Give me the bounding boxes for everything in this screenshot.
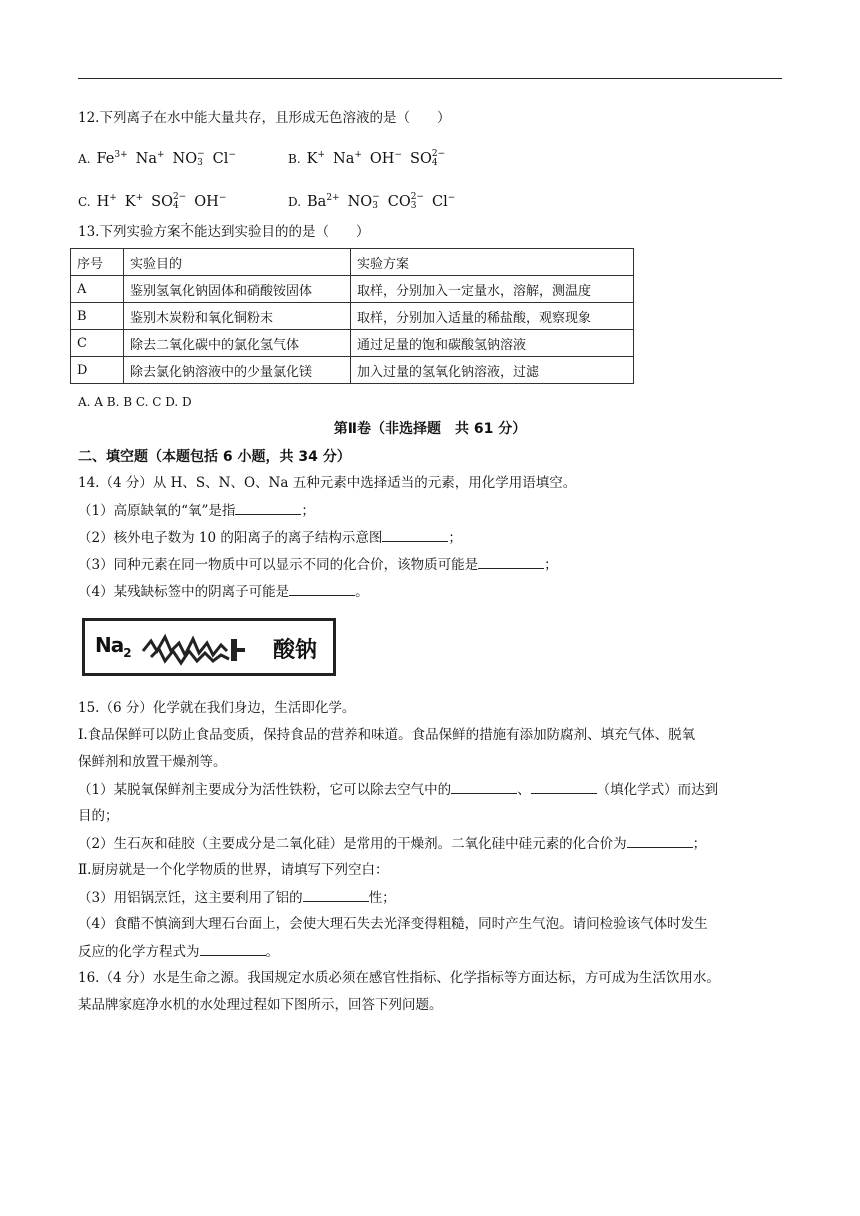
q15-part2: Ⅱ.厨房就是一个化学物质的世界，请填写下列空白： — [78, 862, 389, 878]
ion-formula: NO − 3 — [172, 148, 205, 168]
part-heading: 二、填空题（本题包括 6 小题，共 34 分） — [78, 449, 351, 465]
answer-blank — [478, 554, 544, 569]
q16-line1: 16.（4 分）水是生命之源。我国规定水质必须在感官性指标、化学指标等方面达标，方可成为生活饮用水。 — [78, 970, 720, 986]
header-rule — [78, 78, 782, 79]
table-cell: A — [71, 276, 124, 303]
header-cell: 实验方案 — [351, 249, 634, 276]
table-cell: C — [71, 330, 124, 357]
answer-blank — [531, 779, 597, 794]
answer-blank — [235, 500, 301, 515]
table-cell: D — [71, 357, 124, 384]
ion-formula: CO 2− 3 — [387, 191, 424, 211]
q15-sub-3: （3）用铝锅烹饪，这主要利用了铝的 性； — [78, 887, 396, 908]
answer-blank — [200, 941, 266, 956]
ion-formula: OH− — [194, 193, 227, 210]
q12-stem: 12.下列离子在水中能大量共存，且形成无色溶液的是（ ） — [78, 110, 451, 126]
table-cell: 鉴别木炭粉和氧化铜粉末 — [124, 303, 351, 330]
table-cell: 除去二氧化碳中的氯化氢气体 — [124, 330, 351, 357]
table-cell: 鉴别氢氧化钠固体和硝酸铵固体 — [124, 276, 351, 303]
header-cell: 序号 — [71, 249, 124, 276]
q15-sub-1: （1）某脱氧保鲜剂主要成分为活性铁粉，它可以除去空气中的 、 （填化学式）而达到 — [78, 779, 718, 800]
ion-formula: Cl− — [432, 193, 456, 210]
option-key: B. — [288, 151, 301, 166]
ion-formula: Cl− — [212, 150, 236, 167]
q14-sub-3: （3）同种元素在同一物质中可以显示不同的化合价，该物质可能是 ； — [78, 554, 558, 575]
q14-sub-4: （4）某残缺标签中的阴离子可能是 。 — [78, 581, 369, 602]
q13-answer-options: A. A B. B C. C D. D — [78, 395, 192, 409]
ion-formula: K+ — [124, 193, 144, 210]
q12-option-d — [288, 188, 463, 212]
answer-blank — [303, 887, 369, 902]
table-cell: 加入过量的氢氧化钠溶液，过滤 — [351, 357, 634, 384]
experiment-table — [70, 248, 634, 384]
q15-sub-4-line2: 反应的化学方程式为 。 — [78, 941, 279, 962]
table-header-row — [71, 249, 634, 276]
ion-formula: H+ — [96, 193, 117, 210]
q16-line2: 某品牌家庭净水机的水处理过程如下图所示，回答下列问题。 — [78, 997, 443, 1013]
table-cell: 通过足量的饱和碳酸氢钠溶液 — [351, 330, 634, 357]
q14-sub-1: （1）高原缺氧的“氧”是指 ； — [78, 500, 315, 521]
q15-part1-line1: Ⅰ.食品保鲜可以防止食品变质，保持食品的营养和味道。食品保鲜的措施有添加防腐剂、填充气体、脱氧 — [78, 727, 696, 743]
ion-formula: Na+ — [135, 150, 165, 167]
q12-option-b — [288, 145, 453, 169]
ion-formula: Na+ — [333, 150, 362, 167]
q15-sub-1-cont: 目的； — [78, 808, 119, 824]
q13-stem: 13.下列实验方案不能达到实验目的的是（ ） — [78, 224, 370, 240]
header-cell: 实验目的 — [124, 249, 351, 276]
emphasis-dot-char: 不 — [180, 224, 194, 240]
table-cell: B — [71, 303, 124, 330]
ion-formula: OH− — [369, 150, 403, 167]
answer-blank — [451, 779, 517, 794]
table-cell: 取样，分别加入适量的稀盐酸，观察现象 — [351, 303, 634, 330]
q15-stem: 15.（6 分）化学就在我们身边，生活即化学。 — [78, 700, 356, 716]
table-row — [71, 303, 634, 330]
table-row — [71, 330, 634, 357]
ion-formula: K+ — [306, 150, 326, 167]
q14-sub-2: （2）核外电子数为 10 的阳离子的离子结构示意图 ； — [78, 527, 462, 548]
option-key: D. — [288, 194, 302, 209]
option-key: C. — [78, 194, 91, 209]
ion-formula: SO 2− 4 — [410, 148, 446, 168]
table-cell: 取样，分别加入一定量水，溶解，测温度 — [351, 276, 634, 303]
table-cell: 除去氯化钠溶液中的少量氯化镁 — [124, 357, 351, 384]
ion-formula: NO − 3 — [347, 191, 380, 211]
q15-part1-line2: 保鲜剂和放置干燥剂等。 — [78, 754, 227, 770]
table-row — [71, 276, 634, 303]
table-row — [71, 357, 634, 384]
ion-formula: $Fe^{3+}$ — [96, 150, 128, 167]
q15-sub-4-line1: （4）食醋不慎滴到大理石台面上，会使大理石失去光泽变得粗糙，同时产生气泡。请问检验该气体时发生 — [78, 916, 708, 932]
answer-blank — [627, 833, 693, 848]
answer-blank — [289, 581, 355, 596]
q14-stem: 14.（4 分）从 H、S、N、O、Na 五种元素中选择适当的元素，用化学用语填空。 — [78, 475, 577, 491]
answer-blank — [382, 527, 448, 542]
torn-label-image — [82, 618, 336, 676]
q12-option-a — [78, 145, 244, 169]
label-suffix: 酸钠 — [272, 638, 317, 663]
ion-formula: $Ba^{2+}$ — [307, 193, 340, 210]
ion-formula: SO 2− 4 — [151, 191, 187, 211]
option-key: A. — [78, 151, 91, 166]
q15-sub-2: （2）生石灰和硅胶（主要成分是二氧化硅）是常用的干燥剂。二氧化硅中硅元素的化合价为 ； — [78, 833, 706, 854]
section-title: 第Ⅱ卷（非选择题 共 61 分） — [333, 421, 527, 437]
q12-option-c — [78, 188, 234, 212]
label-formula: $Na_2$ — [95, 633, 131, 660]
